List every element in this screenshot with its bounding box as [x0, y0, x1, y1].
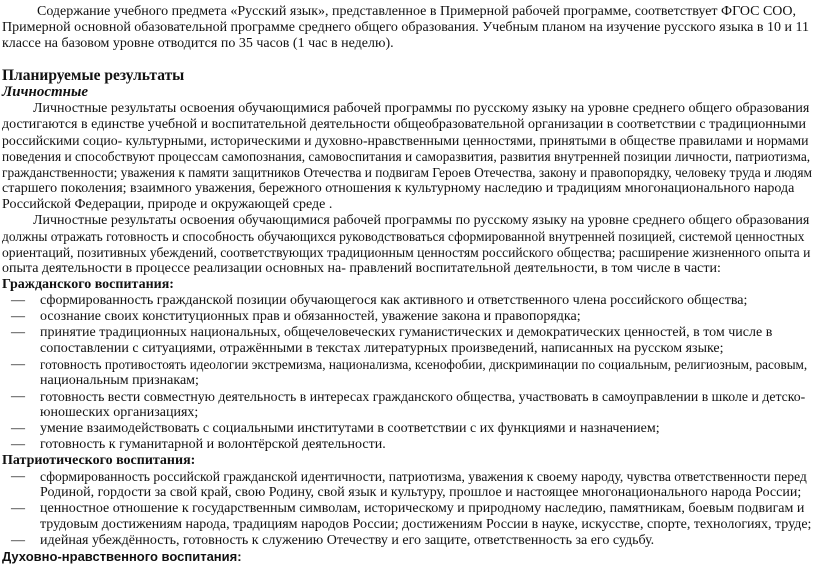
patriotic-item-1-line-2: Родиной, гордости за свой край, свою Родину, свой язык и культуру, прошлое и настоящее многонационального народа России; — [40, 485, 802, 500]
patriotic-item-3: идейная убеждённость, готовность к служению Отечеству и его защите, ответственность за его судьбу. — [40, 533, 655, 548]
civic-item-4-line-1: готовность противостоять идеологии экстремизма, национализма, ксенофобии, дискриминации по социальным, религиозным, расовым, — [40, 357, 808, 372]
civic-item-6: умение взаимодействовать с социальными институтами в соответствии с их функциями и назначением; — [40, 421, 660, 436]
civic-item-5-line-2: юношеских организациях; — [40, 405, 199, 420]
civic-item-1: сформированность гражданской позиции обучающегося как активного и ответственного члена российского общества; — [40, 293, 748, 308]
para2-line-3: ориентаций, позитивных убеждений, соответствующих традиционным ценностям российского общества; расширение жизненного опыта и — [2, 245, 811, 260]
para2-line-2: должны отражать готовность и способность обучающихся руководствоваться сформированной внутренней позицией, системой ценностных — [2, 229, 805, 244]
bullet-dash: — — [11, 421, 25, 436]
civic-item-5-line-1: готовность вести совместную деятельность в интересах гражданского общества, участвовать в самоуправлении в школе и детско- — [40, 389, 806, 404]
para1-line-4: поведения и способствуют процессам самопознания, самовоспитания и саморазвития, развития внутренней позиции личности, патриотизма, — [2, 149, 811, 164]
para1-line-7: Российской Федерации, природе и окружающей среде . — [2, 197, 333, 212]
civic-item-3-line-2: сопоставлении с ситуациями, отражёнными в текстах литературных произведений, написанных на русском языке; — [40, 341, 724, 356]
intro-line-3: классе на базовом уровне отводится по 35 часов (1 час в неделю). — [2, 36, 394, 51]
para2-line-1: Личностные результаты освоения обучающимися рабочей программы по русскому языку на уровне среднего общего образования — [33, 213, 810, 228]
civic-item-3-line-1: принятие традиционных национальных, общечеловеческих гуманистических и демократических ценностей, в том числе в — [40, 325, 773, 340]
patriotic-item-2-line-1: ценностное отношение к государственным символам, историческому и природному наследию, памятникам, боевым подвигам и — [40, 501, 805, 516]
para1-line-5: гражданственности; уважения к памяти защитников Отечества и подвигам Героев Отечества, закону и правопорядку, человеку труда и людям — [2, 165, 813, 180]
bullet-dash: — — [11, 437, 25, 452]
civic-item-2: осознание своих конституционных прав и обязанностей, уважение закона и правопорядка; — [40, 309, 581, 324]
para1-line-2: достигаются в единстве учебной и воспитательной деятельности общеобразовательной организации в соответствии с традиционными — [2, 117, 806, 132]
bullet-dash: — — [11, 533, 25, 548]
bullet-dash: — — [11, 325, 25, 340]
intro-line-1: Содержание учебного предмета «Русский язык», представленное в Примерной рабочей программе, соответствует ФГОС СОО, — [37, 4, 797, 19]
para1-line-3: российскими социо- культурными, историческими и духовно-нравственными ценностями, принятыми в обществе правилами и нормами — [2, 133, 809, 148]
bullet-dash: — — [11, 469, 25, 484]
bullet-dash: — — [11, 357, 25, 372]
civic-item-4-line-2: национальным признакам; — [40, 373, 199, 388]
heading-patriotic: Патриотического воспитания: — [2, 453, 196, 468]
bullet-dash: — — [11, 501, 25, 516]
heading-civic: Гражданского воспитания: — [2, 277, 174, 292]
para1-line-6: старшего поколения; взаимного уважения, бережного отношения к культурному наследию и традициям многонационального народа — [2, 181, 795, 196]
para2-line-4: опыта деятельности в процессе реализации основных на- правлений воспитательной деятельности, в том числе в части: — [2, 261, 721, 276]
heading-spiritual: Духовно-нравственного воспитания: — [2, 549, 242, 564]
intro-line-2: Примерной основной обазовательной программе среднего общего образования. Учебным планом на изучение русского языка в 10 и 11 — [2, 20, 809, 35]
para1-line-1: Личностные результаты освоения обучающимися рабочей программы по русскому языку на уровне среднего общего образования — [33, 101, 810, 116]
patriotic-item-1-line-1: сформированность российской гражданской идентичности, патриотизма, уважения к своему народу, чувства ответственности перед — [40, 469, 807, 484]
heading-personal: Личностные — [2, 84, 89, 100]
bullet-dash: — — [11, 389, 25, 404]
heading-planned-results: Планируемые результаты — [2, 67, 185, 84]
patriotic-item-2-line-2: трудовым достижениям народа, традициям народов России; достижениям России в науке, искусстве, спорте, технологиях, труде; — [40, 517, 812, 532]
civic-item-7: готовность к гуманитарной и волонтёрской деятельности. — [40, 437, 386, 452]
bullet-dash: — — [11, 309, 25, 324]
bullet-dash: — — [11, 293, 25, 308]
